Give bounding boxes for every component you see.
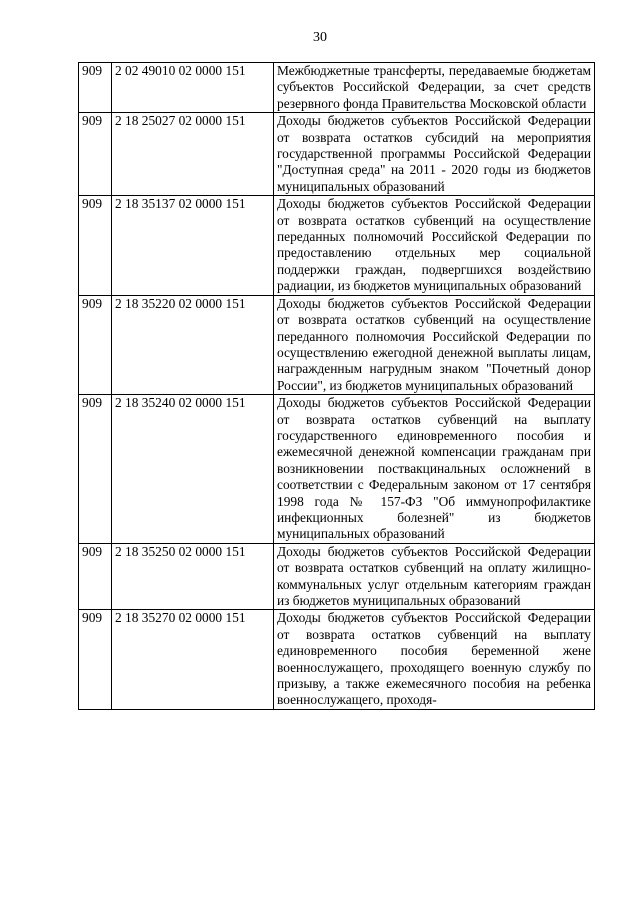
- table-row: [79, 63, 595, 113]
- administrator-code: 909: [79, 113, 112, 196]
- table-row: [79, 610, 595, 709]
- income-description: Межбюджетные трансферты, передаваемые бюджетам субъектов Российской Федерации, за счет средств резервного фонда Правительства Московской области: [274, 63, 595, 113]
- administrator-code: 909: [79, 543, 112, 610]
- table-row: [79, 295, 595, 394]
- administrator-code: 909: [79, 63, 112, 113]
- budget-classification-code: 2 18 25027 02 0000 151: [112, 113, 274, 196]
- income-description: Доходы бюджетов субъектов Российской Федерации от возврата остатков субсидий на мероприятия государственной программы Российской Федерации "Доступная среда" на 2011 - 2020 годы из бюджетов муниципальных образований: [274, 113, 595, 196]
- income-description: Доходы бюджетов субъектов Российской Федерации от возврата остатков субвенций на выплату единовременного пособия беременной жене военнослужащего, проходящего военную службу по призыву, а также ежемесячного пособия на ребенка военнослужащего, проходя-: [274, 610, 595, 709]
- income-description: Доходы бюджетов субъектов Российской Федерации от возврата остатков субвенций на осуществление переданного полномочия Российской Федерации по осуществлению ежегодной денежной выплаты лицам, награжденным нагрудным знаком "Почетный донор России", из бюджетов муниципальных образований: [274, 295, 595, 394]
- budget-classification-table: [78, 62, 595, 710]
- table-row: [79, 196, 595, 295]
- budget-classification-code: 2 02 49010 02 0000 151: [112, 63, 274, 113]
- income-description: Доходы бюджетов субъектов Российской Федерации от возврата остатков субвенций на выплату государственного единовременного пособия и ежемесячной денежной компенсации гражданам при возникновении поствакцинальных осложнений в соответствии с Федеральным законом от 17 сентября 1998 года № 157-ФЗ "Об иммунопрофилактике инфекционных болезней" из бюджетов муниципальных образований: [274, 395, 595, 544]
- page-number: 30: [313, 30, 327, 45]
- administrator-code: 909: [79, 610, 112, 709]
- administrator-code: 909: [79, 196, 112, 295]
- budget-classification-code: 2 18 35137 02 0000 151: [112, 196, 274, 295]
- administrator-code: 909: [79, 295, 112, 394]
- table-row: [79, 543, 595, 610]
- income-description: Доходы бюджетов субъектов Российской Федерации от возврата остатков субвенций на оплату жилищно-коммунальных услуг отдельным категориям граждан из бюджетов муниципальных образований: [274, 543, 595, 610]
- table-row: [79, 113, 595, 196]
- budget-classification-code: 2 18 35240 02 0000 151: [112, 395, 274, 544]
- budget-classification-code: 2 18 35220 02 0000 151: [112, 295, 274, 394]
- income-description: Доходы бюджетов субъектов Российской Федерации от возврата остатков субвенций на осуществление переданных полномочий Российской Федерации по предоставлению отдельных мер социальной поддержки граждан, подвергшихся воздействию радиации, из бюджетов муниципальных образований: [274, 196, 595, 295]
- budget-classification-code: 2 18 35250 02 0000 151: [112, 543, 274, 610]
- table-row: [79, 395, 595, 544]
- budget-classification-code: 2 18 35270 02 0000 151: [112, 610, 274, 709]
- administrator-code: 909: [79, 395, 112, 544]
